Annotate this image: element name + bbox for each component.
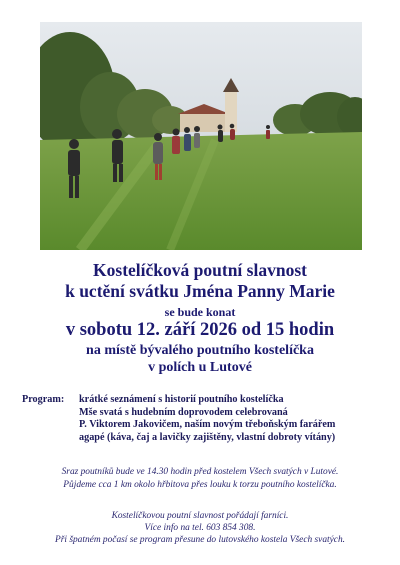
subtitle-will-be-held: se bude konat [164,305,236,319]
pilgrimage-photo [40,22,362,250]
event-place-line-1: na místě bývalého poutního kostelíčka [86,343,314,358]
title-line-2: k uctění svátku Jména Panny Marie [65,281,335,301]
program-item: agapé (káva, čaj a lavičky zajištěny, vlastní dobroty vítány) [79,431,336,443]
program-item: Mše svatá s hudebním doprovodem celebrovaná [79,406,288,418]
event-date-time: v sobotu 12. září 2026 od 15 hodin [65,320,335,340]
program-list [79,394,399,444]
meeting-line-1: Sraz poutníků bude ve 14.30 hodin před kostelem Všech svatých v Lutové. [61,467,339,477]
meadow-procession-image [40,22,362,250]
event-place-line-2: v polích u Lutové [148,360,252,375]
organizer-note: Kostelíčkovou poutní slavnost pořádají farníci. [111,511,289,521]
meeting-line-2: Půjdeme cca 1 km okolo hřbitova přes louku k torzu poutního kostelíčka. [63,480,337,490]
contact-info: Více info na tel. 603 854 308. [144,523,256,533]
program-item: P. Viktorem Jakovičem, naším novým třeboňským farářem [79,419,336,431]
program-item: krátké seznámení s historií poutního kostelíčka [79,394,284,405]
title-line-1: Kostelíčková poutní slavnost [93,260,307,280]
weather-note: Při špatném počasí se program přesune do lutovského kostela Všech svatých. [55,535,345,545]
program-label: Program: [22,394,65,405]
